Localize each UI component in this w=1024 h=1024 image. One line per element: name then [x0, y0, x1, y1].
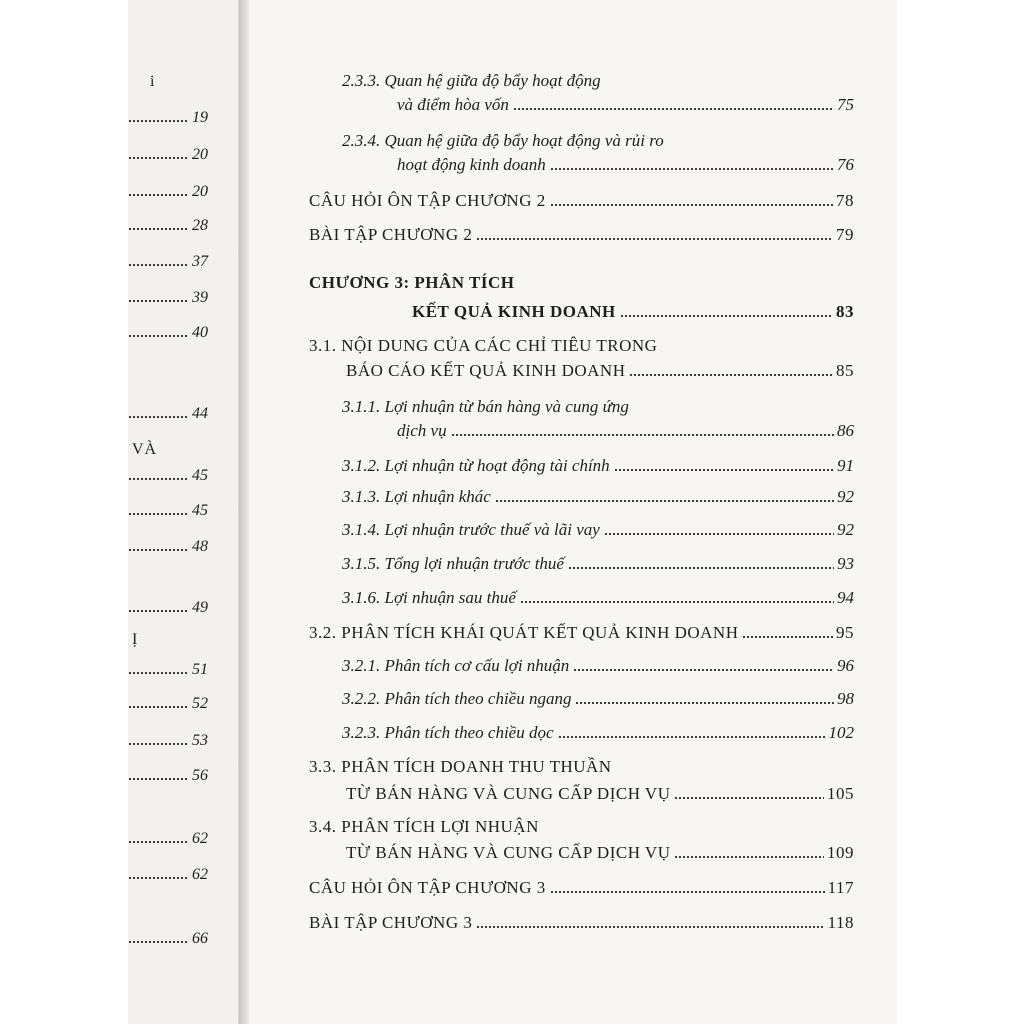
page-number: 56 [192, 767, 208, 784]
dot-leader [629, 374, 833, 376]
left-toc-entry [128, 323, 208, 343]
toc-entry-text: 3.1.4. Lợi nhuận trước thuế và lãi vay [342, 520, 600, 539]
book-gutter [239, 0, 249, 1024]
dot-leader [558, 736, 826, 738]
toc-entry-text: BÀI TẬP CHƯƠNG 2 [309, 225, 473, 244]
toc-entry-text: KẾT QUẢ KINH DOANH [412, 302, 616, 321]
left-fragment-va: VÀ [132, 441, 158, 458]
page-number: 28 [192, 217, 208, 234]
page-number: 75 [837, 95, 854, 114]
dot-leader [495, 500, 834, 502]
dot-leader [674, 797, 824, 799]
left-toc-entry [128, 252, 208, 272]
toc-entry-text: 3.1.2. Lợi nhuận từ hoạt động tài chính [342, 456, 610, 475]
page-number: 66 [192, 930, 208, 947]
page-number: 62 [192, 830, 208, 847]
dot-leader [128, 513, 189, 515]
background [897, 0, 1024, 1024]
page-number: 109 [827, 843, 854, 862]
dot-leader [568, 567, 834, 569]
toc-entry-3-1-5 [342, 553, 854, 575]
dot-leader [550, 891, 825, 893]
page-number: 79 [836, 225, 854, 244]
left-toc-entry [128, 660, 208, 680]
page-number: 96 [837, 656, 854, 675]
page-number: 48 [192, 538, 208, 555]
page-number: 85 [836, 361, 854, 380]
dot-leader [128, 335, 189, 337]
left-toc-entry [128, 145, 208, 165]
left-toc-entry [128, 865, 208, 885]
toc-entry-text: hoạt động kinh doanh [397, 155, 546, 174]
page-number: 49 [192, 599, 208, 616]
page-number: 45 [192, 502, 208, 519]
left-toc-entry [128, 501, 208, 521]
left-toc-entry [128, 766, 208, 786]
page-number: 105 [827, 784, 854, 803]
dot-leader [128, 941, 189, 943]
page-number: 44 [192, 405, 208, 422]
dot-leader [128, 841, 189, 843]
dot-leader [476, 238, 833, 240]
dot-leader [520, 601, 834, 603]
page-number: 53 [192, 732, 208, 749]
left-toc-entry [128, 694, 208, 714]
toc-entry-3-1-6 [342, 587, 854, 609]
toc-section-3-4-line1: 3.4. PHÂN TÍCH LỢI NHUẬN [309, 817, 539, 836]
dot-leader [128, 194, 189, 196]
left-toc-entry [128, 108, 208, 128]
left-toc-entry [128, 598, 208, 618]
left-toc-entry [128, 829, 208, 849]
toc-section-3-1-line1: 3.1. NỘI DUNG CỦA CÁC CHỈ TIÊU TRONG [309, 336, 658, 355]
toc-entry-3-1-1-line1: 3.1.1. Lợi nhuận từ bán hàng và cung ứng [342, 397, 629, 416]
left-toc-entry [128, 537, 208, 557]
toc-entry-text: và điểm hòa vốn [397, 95, 509, 114]
dot-leader [128, 300, 189, 302]
toc-entry-text: TỪ BÁN HÀNG VÀ CUNG CẤP DỊCH VỤ [346, 784, 671, 803]
toc-entry-text: dịch vụ [397, 421, 447, 440]
dot-leader [575, 702, 834, 704]
dot-leader [550, 204, 833, 206]
dot-leader [128, 706, 189, 708]
dot-leader [128, 157, 189, 159]
toc-entry-review-ch2 [309, 190, 854, 212]
dot-leader [128, 610, 189, 612]
page-number: 52 [192, 695, 208, 712]
dot-leader [604, 533, 834, 535]
toc-entry-3-2-3 [342, 722, 854, 744]
page-number: 20 [192, 146, 208, 163]
toc-entry-text: 3.2. PHÂN TÍCH KHÁI QUÁT KẾT QUẢ KINH DOANH [309, 623, 739, 642]
toc-entry-2-3-4 [397, 154, 854, 176]
toc-section-3-3 [346, 783, 854, 805]
toc-entry-text: BÀI TẬP CHƯƠNG 3 [309, 913, 473, 932]
page-number: 78 [836, 191, 854, 210]
dot-leader [128, 743, 189, 745]
toc-section-3-1 [346, 360, 854, 382]
toc-entry-review-ch3 [309, 877, 854, 899]
dot-leader [451, 434, 834, 436]
toc-entry-3-2-1 [342, 655, 854, 677]
toc-entry-3-1-4 [342, 519, 854, 541]
toc-entry-text: 3.1.6. Lợi nhuận sau thuế [342, 588, 516, 607]
toc-entry-2-3-3 [397, 94, 854, 116]
toc-entry-3-1-3 [342, 486, 854, 508]
left-toc-entry [128, 731, 208, 751]
toc-entry-text: TỪ BÁN HÀNG VÀ CUNG CẤP DỊCH VỤ [346, 843, 671, 862]
page-number: 93 [837, 554, 854, 573]
dot-leader [128, 120, 189, 122]
page-number: 51 [192, 661, 208, 678]
dot-leader [742, 636, 833, 638]
dot-leader [674, 856, 824, 858]
page-number: 45 [192, 467, 208, 484]
page-number: 37 [192, 253, 208, 270]
page-number: 118 [827, 913, 854, 932]
toc-entry-3-2-2 [342, 688, 854, 710]
page-number: 86 [837, 421, 854, 440]
toc-section-3-2 [309, 622, 854, 644]
page-number: 39 [192, 289, 208, 306]
left-toc-entry [128, 288, 208, 308]
page-number: 117 [827, 878, 854, 897]
left-toc-entry [128, 404, 208, 424]
toc-entry-text: BÁO CÁO KẾT QUẢ KINH DOANH [346, 361, 626, 380]
dot-leader [128, 549, 189, 551]
page-number: 92 [837, 520, 854, 539]
toc-entry-exercise-ch2 [309, 224, 854, 246]
page-number: 94 [837, 588, 854, 607]
toc-entry-text: 3.2.1. Phân tích cơ cấu lợi nhuận [342, 656, 570, 675]
dot-leader [128, 264, 189, 266]
dot-leader [128, 416, 189, 418]
toc-entry-3-1-1 [397, 420, 854, 442]
toc-entry-text: 3.2.2. Phân tích theo chiều ngang [342, 689, 572, 708]
dot-leader [128, 228, 189, 230]
dot-leader [128, 672, 189, 674]
page-number: 19 [192, 109, 208, 126]
toc-entry-text: CÂU HỎI ÔN TẬP CHƯƠNG 2 [309, 191, 546, 210]
page-number: 40 [192, 324, 208, 341]
dot-leader [620, 315, 833, 317]
toc-section-3-4 [346, 842, 854, 864]
toc-entry-exercise-ch3 [309, 912, 854, 934]
dot-leader [128, 778, 189, 780]
chapter-3-heading: CHƯƠNG 3: PHÂN TÍCH [309, 273, 515, 292]
left-toc-entry [128, 929, 208, 949]
toc-entry-text: 3.1.5. Tổng lợi nhuận trước thuế [342, 554, 564, 573]
left-toc-entry [128, 182, 208, 202]
dot-leader [476, 926, 824, 928]
toc-entry-text: 3.2.3. Phân tích theo chiều dọc [342, 723, 554, 742]
page-number: 98 [837, 689, 854, 708]
left-toc-entry [128, 216, 208, 236]
page-number: 95 [836, 623, 854, 642]
toc-section-3-3-line1: 3.3. PHÂN TÍCH DOANH THU THUẦN [309, 757, 612, 776]
dot-leader [573, 669, 834, 671]
left-fragment-i2: Ị [132, 631, 139, 648]
page-number: 76 [837, 155, 854, 174]
toc-entry-3-1-2 [342, 455, 854, 477]
dot-leader [550, 168, 834, 170]
toc-entry-2-3-4-line1: 2.3.4. Quan hệ giữa độ bẩy hoạt động và rủi ro [342, 131, 664, 150]
page-number: 83 [836, 302, 854, 321]
dot-leader [614, 469, 834, 471]
page-number: 91 [837, 456, 854, 475]
toc-entry-chapter-3 [412, 301, 854, 323]
left-toc-entry [128, 466, 208, 486]
dot-leader [513, 108, 834, 110]
left-fragment-i: i [150, 73, 156, 90]
toc-entry-text: 3.1.3. Lợi nhuận khác [342, 487, 491, 506]
page-number: 102 [828, 723, 854, 742]
dot-leader [128, 877, 189, 879]
page-number: 92 [837, 487, 854, 506]
page-number: 20 [192, 183, 208, 200]
dot-leader [128, 478, 189, 480]
toc-entry-text: CÂU HỎI ÔN TẬP CHƯƠNG 3 [309, 878, 546, 897]
page-number: 62 [192, 866, 208, 883]
toc-entry-2-3-3-line1: 2.3.3. Quan hệ giữa độ bẩy hoạt động [342, 71, 601, 90]
